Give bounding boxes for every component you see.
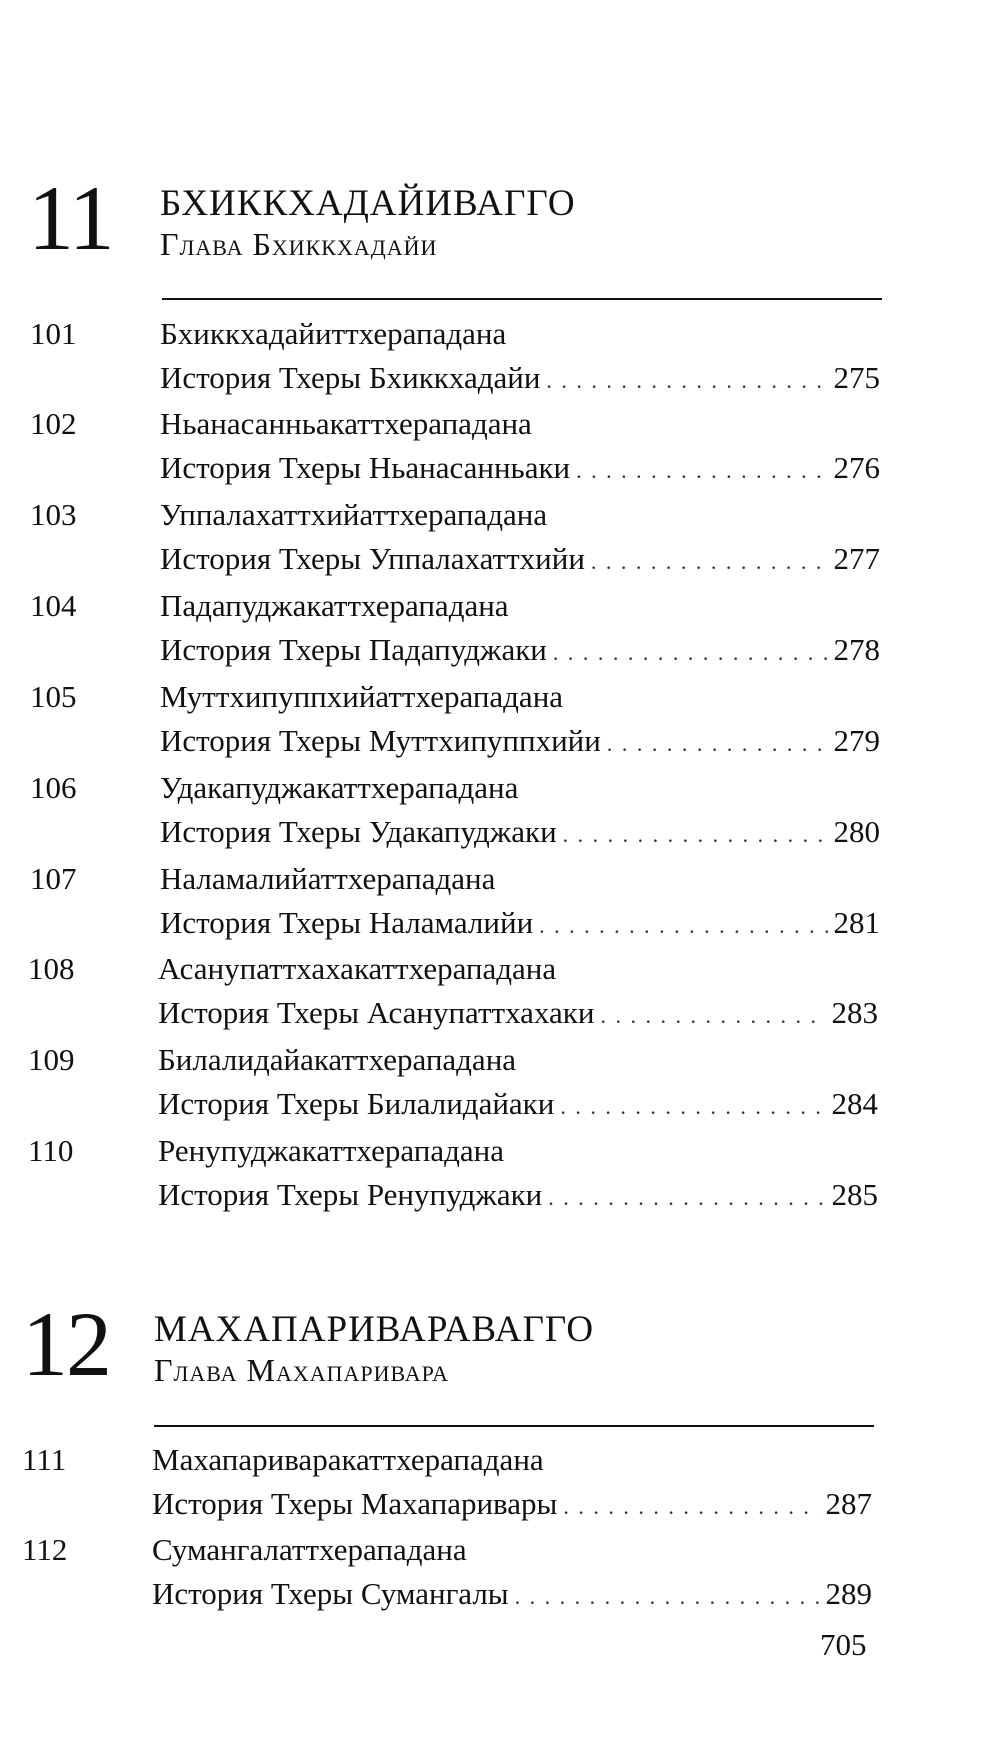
- entry-pali-title: Падапуджакаттхерападана: [160, 588, 509, 623]
- toc-entry[interactable]: [22, 1532, 872, 1618]
- entry-title: История Тхеры Уппалахаттхийи: [160, 541, 585, 576]
- toc-entry[interactable]: [28, 1133, 878, 1219]
- toc-entry[interactable]: [30, 861, 880, 947]
- entry-number: 111: [22, 1442, 67, 1477]
- chapter-subtitle: Глава Махапаривара: [154, 1352, 449, 1388]
- toc-entry[interactable]: [30, 316, 880, 402]
- entry-page-number: 275: [833, 360, 880, 395]
- dot-leader: [548, 1185, 825, 1211]
- entry-number: 106: [30, 770, 77, 805]
- entry-line: [160, 450, 880, 486]
- entry-page-number: 277: [833, 541, 880, 576]
- page-number: 705: [820, 1627, 867, 1662]
- entry-line: [158, 1086, 878, 1122]
- dot-leader: [553, 640, 828, 666]
- entry-page-number: 284: [831, 1086, 878, 1121]
- entry-page-number: 279: [833, 723, 880, 758]
- chapter-divider: [162, 298, 882, 300]
- toc-entry[interactable]: [28, 951, 878, 1037]
- entry-pali-title: Сумангалаттхерападана: [152, 1532, 467, 1567]
- entry-line: [160, 723, 880, 759]
- entry-line: [158, 1177, 878, 1213]
- entry-line: [158, 995, 878, 1031]
- entry-title: История Тхеры Бхиккхадайи: [160, 360, 541, 395]
- entry-number: 110: [28, 1133, 74, 1168]
- entry-pali-title: Бхиккхадайиттхерападана: [160, 316, 507, 351]
- chapter-11-header: [28, 167, 878, 288]
- entry-line: [160, 814, 880, 850]
- entry-title: История Тхеры Муттхипуппхийи: [160, 723, 601, 758]
- entry-page-number: 278: [833, 632, 880, 667]
- entry-pali-title: Асанупаттхахакаттхерападана: [158, 951, 557, 986]
- entry-number: 108: [28, 951, 75, 986]
- entry-title: История Тхеры Ренупуджаки: [158, 1177, 543, 1212]
- entry-number: 102: [30, 406, 77, 441]
- chapter-12-header: [22, 1293, 872, 1414]
- entry-line: [160, 360, 880, 396]
- entry-page-number: 276: [833, 450, 880, 485]
- toc-entry[interactable]: [30, 770, 880, 856]
- entry-title: История Тхеры Ньанасанньаки: [160, 450, 571, 485]
- entry-title: История Тхеры Падапуджаки: [160, 632, 547, 667]
- toc-entry[interactable]: [30, 679, 880, 765]
- entry-pali-title: Наламалийаттхерападана: [160, 861, 496, 896]
- dot-leader: [563, 1494, 819, 1520]
- entry-pali-title: Махапариваракаттхерападана: [152, 1442, 544, 1477]
- entry-number: 105: [30, 679, 77, 714]
- entry-title: История Тхеры Билалидайаки: [158, 1086, 555, 1121]
- chapter-number: 12: [22, 1293, 110, 1395]
- entry-number: 104: [30, 588, 77, 623]
- entry-line: [152, 1486, 872, 1522]
- entry-title: История Тхеры Асанупаттхахаки: [158, 995, 595, 1030]
- entry-number: 107: [30, 861, 77, 896]
- toc-entry[interactable]: [30, 497, 880, 583]
- dot-leader: [560, 1094, 825, 1120]
- entry-line: [160, 541, 880, 577]
- entry-pali-title: Ренупуджакаттхерападана: [158, 1133, 504, 1168]
- entry-pali-title: Билалидайакаттхерападана: [158, 1042, 517, 1077]
- dot-leader: [563, 822, 828, 848]
- dot-leader: [607, 731, 828, 757]
- dot-leader: [600, 1003, 825, 1029]
- entry-page-number: 281: [833, 905, 880, 940]
- entry-number: 101: [30, 316, 77, 351]
- entry-page-number: 287: [825, 1486, 872, 1521]
- entry-title: История Тхеры Удакапуджаки: [160, 814, 557, 849]
- entry-page-number: 289: [825, 1576, 872, 1611]
- entry-title: История Тхеры Наламалийи: [160, 905, 534, 940]
- entry-pali-title: Уппалахаттхийаттхерападана: [160, 497, 548, 532]
- entry-number: 112: [22, 1532, 68, 1567]
- entry-pali-title: Удакапуджакаттхерападана: [160, 770, 519, 805]
- dot-leader: [576, 458, 827, 484]
- entry-pali-title: Муттхипуппхийаттхерападана: [160, 679, 564, 714]
- entry-page-number: 285: [831, 1177, 878, 1212]
- dot-leader: [546, 368, 827, 394]
- chapter-number: 11: [28, 167, 113, 269]
- chapter-title: БХИККХАДАЙИВАГГО: [160, 183, 576, 224]
- chapter-subtitle: Глава Бхиккхадайи: [160, 226, 438, 262]
- entry-line: [160, 632, 880, 668]
- chapter-title: МАХАПАРИВАРАВАГГО: [154, 1309, 595, 1350]
- chapter-divider: [154, 1425, 874, 1427]
- toc-entry[interactable]: [30, 406, 880, 492]
- dot-leader: [591, 549, 828, 575]
- entry-page-number: 283: [831, 995, 878, 1030]
- entry-pali-title: Ньанасанньакаттхерападана: [160, 406, 532, 441]
- toc-entry[interactable]: [28, 1042, 878, 1128]
- entry-page-number: 280: [833, 814, 880, 849]
- entry-line: [160, 905, 880, 941]
- entry-title: История Тхеры Махапаривары: [152, 1486, 558, 1521]
- toc-entry[interactable]: [22, 1442, 872, 1528]
- entry-title: История Тхеры Сумангалы: [152, 1576, 509, 1611]
- dot-leader: [515, 1584, 820, 1610]
- entry-number: 103: [30, 497, 77, 532]
- dot-leader: [539, 913, 827, 939]
- entry-line: [152, 1576, 872, 1612]
- entry-number: 109: [28, 1042, 75, 1077]
- toc-entry[interactable]: [30, 588, 880, 674]
